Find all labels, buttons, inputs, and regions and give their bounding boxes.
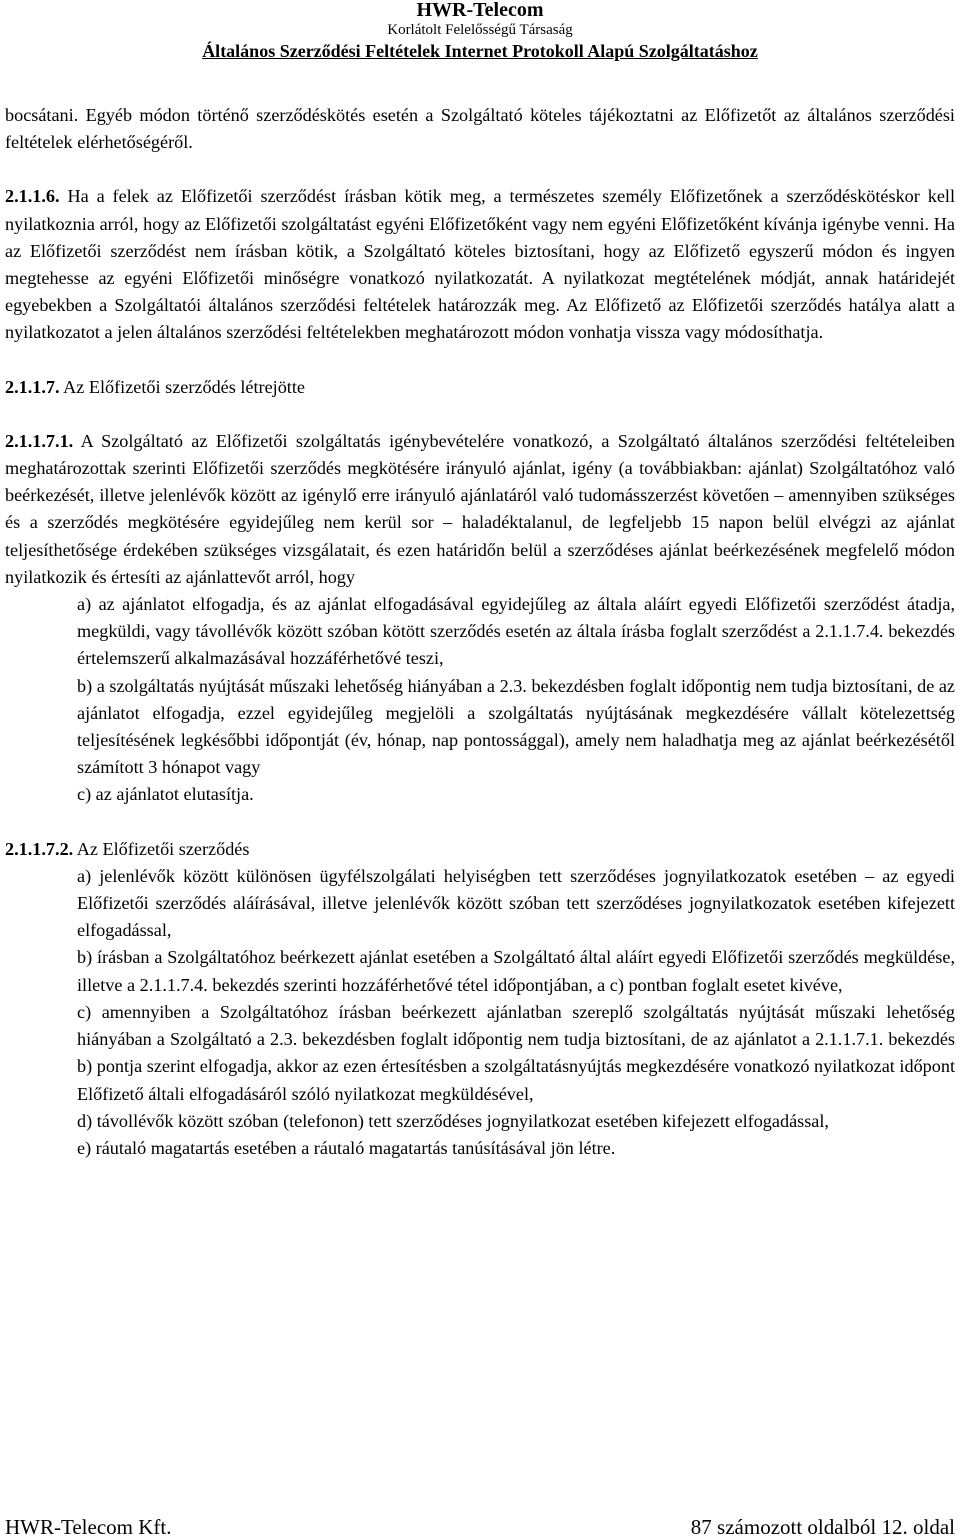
list-item: b) írásban a Szolgáltatóhoz beérkezett ajánlat esetében a Szolgáltató által aláírt egyedi Előfizetői szerződés megküldése, illetve a 2.1.1.7.4. bekezdés szerinti hozzáférhetővé tétel időpontjában, a c) pontban foglalt esetet kivéve,: [77, 947, 955, 995]
list-item: c) az ajánlatot elutasítja.: [77, 784, 254, 805]
section-2-1-1-7-heading: [5, 374, 955, 401]
section-title: Az Előfizetői szerződés: [76, 838, 250, 859]
section-text: Ha a felek az Előfizetői szerződést írásban kötik meg, a természetes személy Előfizetőnek a szerződéskötéskor kell nyilatkoznia arról, hogy az Előfizetői szolgáltatást egyéni Előfizetőként vagy nem egyéni Előfizetőként kívánja igénybe venni. Ha az Előfizetői szerződést nem írásban kötik, a Szolgáltató köteles biztosítani, hogy az Előfizető egyszerű módon és ingyen megtehesse az egyéni Előfizetői minőségre vonatkozó nyilatkozatát. A nyilatkozat megtételének módját, annak határidejét egyebekben a Szolgáltatói általános szerződési feltételek határozzák meg. Az Előfizető az Előfizetői szerződés hatálya alatt a nyilatkozatot a jelen általános szerződési feltételekben meghatározott módon vonhatja vissza vagy módosíthatja.: [5, 186, 956, 343]
page-number: 87 számozott oldalból 12. oldal: [690, 1515, 955, 1539]
paragraph-intro: bocsátani. Egyéb módon történő szerződéskötés esetén a Szolgáltató köteles tájékoztatni az Előfizetőt az általános szerződési feltételek elérhetőségéről.: [5, 105, 955, 153]
list-item: e) ráutaló magatartás esetében a ráutaló magatartás tanúsításával jön létre.: [77, 1137, 616, 1158]
page-header: [0, 0, 960, 62]
company-name: HWR-Telecom: [416, 0, 544, 21]
company-form: Korlátolt Felelősségű Társaság: [387, 22, 573, 38]
section-number: 2.1.1.7.: [5, 376, 60, 397]
section-text: A Szolgáltató az Előfizetői szolgáltatás igénybevételére vonatkozó, a Szolgáltató általános szerződési feltételeiben meghatározottak szerinti Előfizetői szerződés megkötésére irányuló ajánlat, igény (a továbbiakban: ajánlat) Szolgáltatóhoz való beérkezését, illetve jelenlévők között az igénylő erre irányuló ajánlatáról való tudomásszerzést követően – amennyiben szükséges és a szerződés megkötésére egyidejűleg nem kerül sor – haladéktalanul, de legfeljebb 15 napon belül elvégzi az ajánlat teljesíthetősége érdekében szükséges vizsgálatait, és ezen határidőn belül a szerződéses ajánlat beérkezésének megfelelő módon nyilatkozik és értesíti az ajánlattevőt arról, hogy: [5, 430, 955, 587]
list-item: d) távollévők között szóban (telefonon) tett szerződéses jognyilatkozat esetében kifejezett elfogadással,: [77, 1110, 829, 1131]
section-number: 2.1.1.7.2.: [5, 838, 74, 859]
document-title: Általános Szerződési Feltételek Internet Protokoll Alapú Szolgáltatáshoz: [202, 41, 758, 61]
section-2-1-1-7-2-heading: [5, 836, 955, 863]
section-title: Az Előfizetői szerződés létrejötte: [63, 376, 305, 397]
section-number: 2.1.1.7.1.: [5, 430, 74, 451]
list-item: b) a szolgáltatás nyújtását műszaki lehetőség hiányában a 2.3. bekezdésben foglalt időpontig nem tudja biztosítani, de az ajánlatot elfogadja, ezzel egyidejűleg megjelöli a szolgáltatás nyújtásának megkezdésére vállalt kötelezettség teljesítésének legkésőbbi időpontját (év, hónap, nap pontossággal), amely nem haladhatja meg az ajánlat beérkezésétől számított 3 hónapot vagy: [77, 675, 955, 778]
section-number: 2.1.1.6.: [5, 186, 60, 207]
list-item: c) amennyiben a Szolgáltatóhoz írásban beérkezett ajánlatban szereplő szolgáltatás nyújtását műszaki lehetőség hiányában a Szolgáltató a 2.3. bekezdésben foglalt időpontig nem tudja biztosítani, de az ajánlatot a 2.1.1.7.1. bekezdés b) pontja szerint elfogadja, akkor az ezen értesítésben a szolgáltatásnyújtás megkezdésére vonatkozó nyilatkozat időpont Előfizető általi elfogadásáról szóló nyilatkozat megküldésével,: [77, 1001, 955, 1104]
list-item: a) jelenlévők között különösen ügyfélszolgálati helyiségben tett szerződéses jognyilatkozatok esetében – az egyedi Előfizetői szerződés aláírásával, illetve jelenlévők között szóban tett szerződéses jognyilatkozatok esetében kifejezett elfogadással,: [77, 865, 955, 941]
section-2-1-1-7-1: [5, 428, 955, 591]
section-2-1-1-6: [5, 183, 955, 346]
list-item: a) az ajánlatot elfogadja, és az ajánlat elfogadásával egyidejűleg az általa aláírt egyedi Előfizetői szerződést átadja, megküldi, vagy távollévők között szóban kötött szerződés esetén az általa írásba foglalt szerződést a 2.1.1.7.4. bekezdés értelemszerű alkalmazásával hozzáférhetővé teszi,: [77, 594, 955, 669]
document-body: [5, 102, 955, 1162]
footer-company: HWR-Telecom Kft.: [5, 1515, 172, 1539]
